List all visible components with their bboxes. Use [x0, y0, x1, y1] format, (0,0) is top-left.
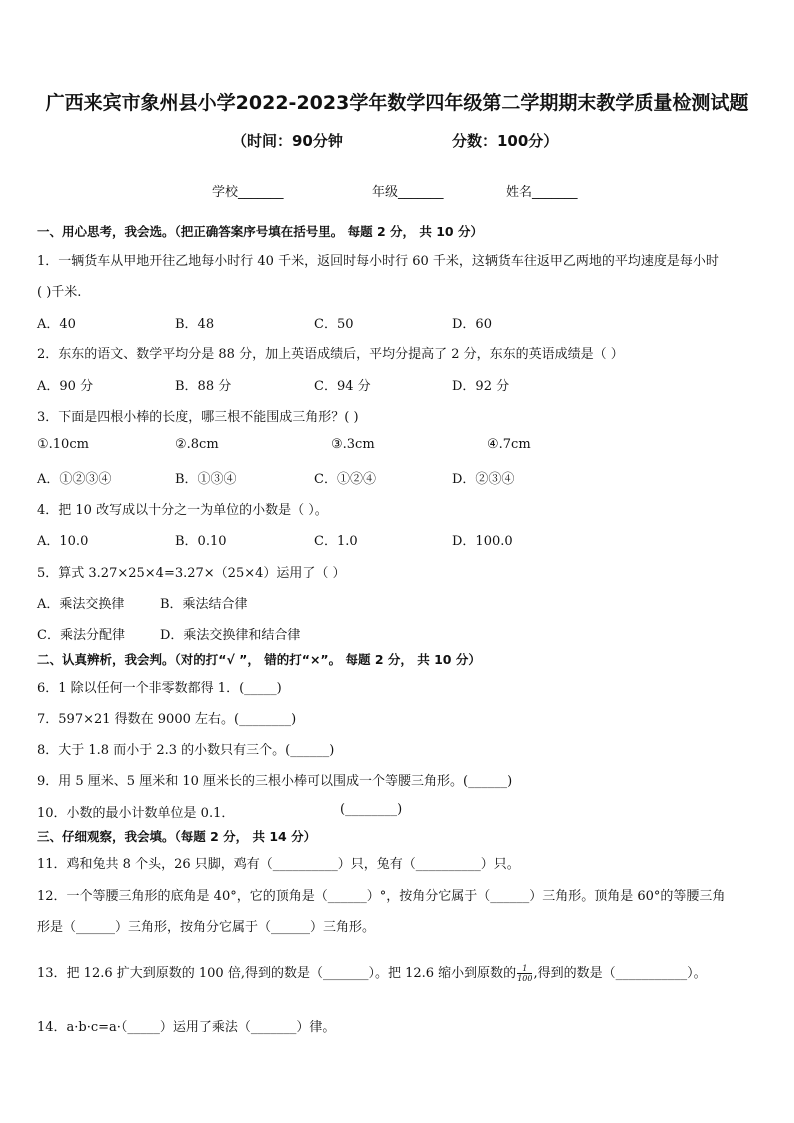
- question-2-text: 2．东东的语文、数学平均分是 88 分，加上英语成绩后，平均分提高了 2 分，东东的英语成绩是（ ）: [37, 347, 624, 362]
- q3-option-c[interactable]: C．①②④: [314, 472, 376, 487]
- question-10-blank[interactable]: (________): [340, 802, 403, 817]
- q1-option-b[interactable]: B．48: [175, 317, 215, 332]
- question-11-text: 11．鸡和兔共 8 个头，26 只脚，鸡有（__________）只，兔有（__________）只。: [37, 857, 520, 872]
- question-3-text: 3．下面是四根小棒的长度，哪三根不能围成三角形？( ): [37, 410, 359, 425]
- q3-stick-3: ③.3cm: [331, 437, 375, 452]
- q3-stick-1: ①.10cm: [37, 437, 89, 452]
- q3-option-b[interactable]: B．①③④: [175, 472, 237, 487]
- q1-option-d[interactable]: D．60: [452, 317, 492, 332]
- question-1-text-cont: ( )千米.: [37, 285, 82, 300]
- question-6-text: 6．1 除以任何一个非零数都得 1．(_____): [37, 681, 282, 696]
- q1-option-a[interactable]: A．40: [37, 317, 76, 332]
- page-title: 广西来宾市象州县小学2022-2023学年数学四年级第二学期期末教学质量检测试题: [45, 92, 749, 114]
- question-13-part1: 13．把 12.6 扩大到原数的 100 倍,得到的数是（_______）。把 12.6 缩小到原数的: [37, 966, 517, 981]
- q5-option-a[interactable]: A．乘法交换律: [37, 597, 125, 612]
- question-10-text: 10．小数的最小计数单位是 0.1．: [37, 806, 235, 821]
- score-label: 分数：100分）: [452, 132, 559, 150]
- question-9-text: 9．用 5 厘米、5 厘米和 10 厘米长的三根小棒可以围成一个等腰三角形。(______): [37, 774, 513, 789]
- question-1-text: 1．一辆货车从甲地开往乙地每小时行 40 千米，返回时每小时行 60 千米，这辆货车往返甲乙两地的平均速度是每小时: [37, 254, 719, 269]
- question-12-text-cont: 形是（______）三角形，按角分它属于（______）三角形。: [37, 920, 376, 935]
- section-heading-1: 一、用心思考，我会选。（把正确答案序号填在括号里。 每题 2 分， 共 10 分）: [37, 224, 483, 239]
- section-heading-3: 三、仔细观察，我会填。（每题 2 分， 共 14 分）: [37, 829, 317, 844]
- q5-option-c[interactable]: C．乘法分配律: [37, 628, 125, 643]
- q3-option-d[interactable]: D．②③④: [452, 472, 515, 487]
- question-5-text: 5．算式 3.27×25×4=3.27×（25×4）运用了（ ）: [37, 566, 346, 581]
- q2-option-d[interactable]: D．92 分: [452, 379, 510, 394]
- school-field[interactable]: 学校_______: [212, 185, 284, 200]
- q2-option-a[interactable]: A．90 分: [37, 379, 94, 394]
- question-12-text: 12．一个等腰三角形的底角是 40°，它的顶角是（______）°，按角分它属于（______）三角形。顶角是 60°的等腰三角: [37, 889, 726, 904]
- question-13-fraction: [517, 964, 532, 983]
- fraction-denominator: 100: [517, 974, 533, 983]
- q4-option-b[interactable]: B．0.10: [175, 534, 227, 549]
- q2-option-c[interactable]: C．94 分: [314, 379, 371, 394]
- question-13-text: [37, 962, 707, 983]
- question-8-text: 8．大于 1.8 而小于 2.3 的小数只有三个。(______): [37, 743, 335, 758]
- q4-option-d[interactable]: D．100.0: [452, 534, 513, 549]
- question-7-text: 7．597×21 得数在 9000 左右。(________): [37, 712, 297, 727]
- grade-field[interactable]: 年级_______: [372, 185, 444, 200]
- question-13-part2: ,得到的数是（___________）。: [533, 966, 707, 981]
- question-14-text: 14．a·b·c=a·（_____）运用了乘法（_______）律。: [37, 1020, 336, 1035]
- fraction-numerator: 1: [517, 964, 532, 974]
- q1-option-c[interactable]: C．50: [314, 317, 354, 332]
- section-heading-2: 二、认真辨析，我会判。（对的打“√ ”， 错的打“×”。 每题 2 分， 共 10 分）: [37, 652, 481, 667]
- q2-option-b[interactable]: B．88 分: [175, 379, 232, 394]
- question-4-text: 4．把 10 改写成以十分之一为单位的小数是（ ）。: [37, 503, 328, 518]
- q3-option-a[interactable]: A．①②③④: [37, 472, 112, 487]
- q3-stick-4: ④.7cm: [487, 437, 531, 452]
- q4-option-c[interactable]: C．1.0: [314, 534, 358, 549]
- q5-option-d[interactable]: D．乘法交换律和结合律: [160, 628, 301, 643]
- q3-stick-2: ②.8cm: [175, 437, 219, 452]
- time-label: （时间：90分钟: [232, 132, 343, 150]
- q5-option-b[interactable]: B．乘法结合律: [160, 597, 248, 612]
- name-field[interactable]: 姓名_______: [506, 185, 578, 200]
- q4-option-a[interactable]: A．10.0: [37, 534, 89, 549]
